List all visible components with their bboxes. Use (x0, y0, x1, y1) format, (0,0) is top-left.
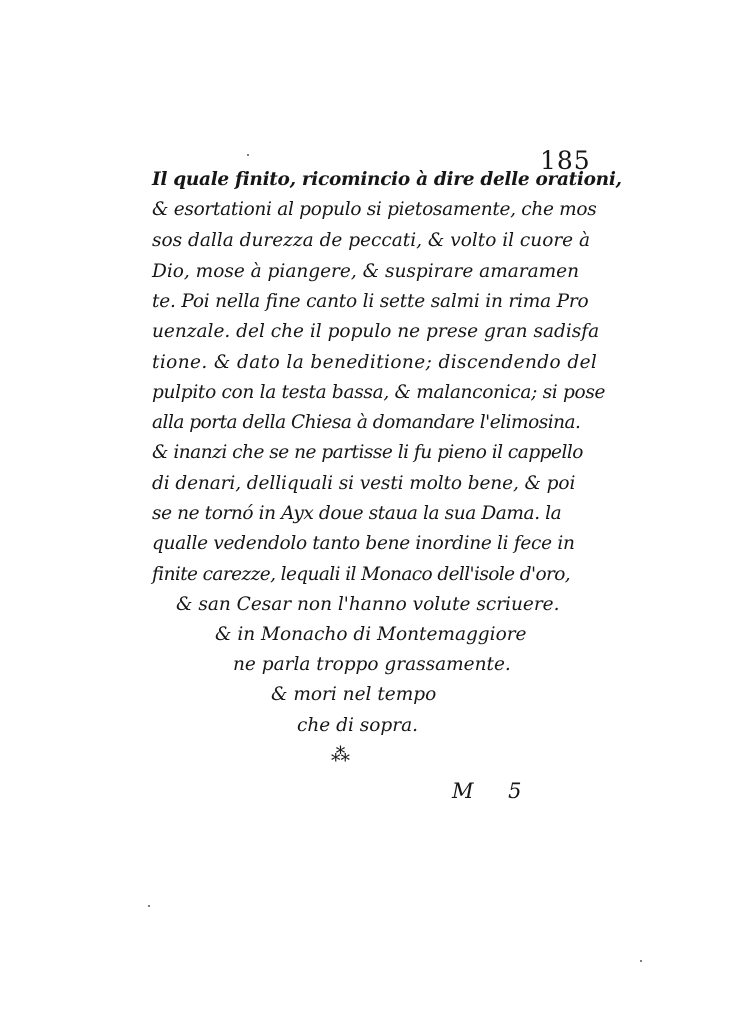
text-line: Il quale finito, ricomincio à dire delle orationi, (152, 169, 622, 190)
text-line: & inanzi che se ne partisse li fu pieno il cappello (152, 442, 583, 463)
text-line: te. Poi nella fine canto li sette salmi in rima Pro (152, 291, 589, 312)
text-line: & mori nel tempo (271, 684, 437, 705)
text-line: & esortationi al populo si pietosamente, che mos (152, 199, 597, 220)
text-line: finite carezze, lequali il Monaco dell'isole d'oro, (152, 564, 571, 585)
text-line: ne parla troppo grassamente. (233, 654, 511, 675)
text-line: di denari, delliquali si vesti molto bene, & poi (152, 473, 576, 494)
asterism-ornament: ⁂ (331, 744, 352, 766)
text-line: qualle vedendolo tanto bene inordine li fece in (152, 533, 575, 554)
speck (640, 960, 642, 962)
text-line: & san Cesar non l'hanno volute scriuere. (176, 594, 560, 615)
text-line: tione. & dato la beneditione; discendendo del (152, 352, 598, 373)
text-line: Dio, mose à piangere, & suspirare amaramen (152, 261, 580, 282)
text-line: & in Monacho di Montemaggiore (215, 624, 527, 645)
text-line: alla porta della Chiesa à domandare l'elimosina. (152, 412, 581, 433)
speck (247, 154, 249, 156)
text-line: sos dalla durezza de peccati, & volto il cuore à (152, 230, 591, 251)
speck (148, 905, 150, 907)
signature-mark: M 5 (452, 779, 522, 803)
text-line: pulpito con la testa bassa, & malanconica; si pose (152, 382, 606, 403)
text-line: che di sopra. (297, 715, 418, 736)
text-line: uenzale. del che il populo ne prese gran sadisfa (152, 321, 600, 342)
page-number: 185 (540, 146, 591, 175)
text-line: se ne tornó in Ayx doue staua la sua Dama. la (152, 503, 562, 524)
